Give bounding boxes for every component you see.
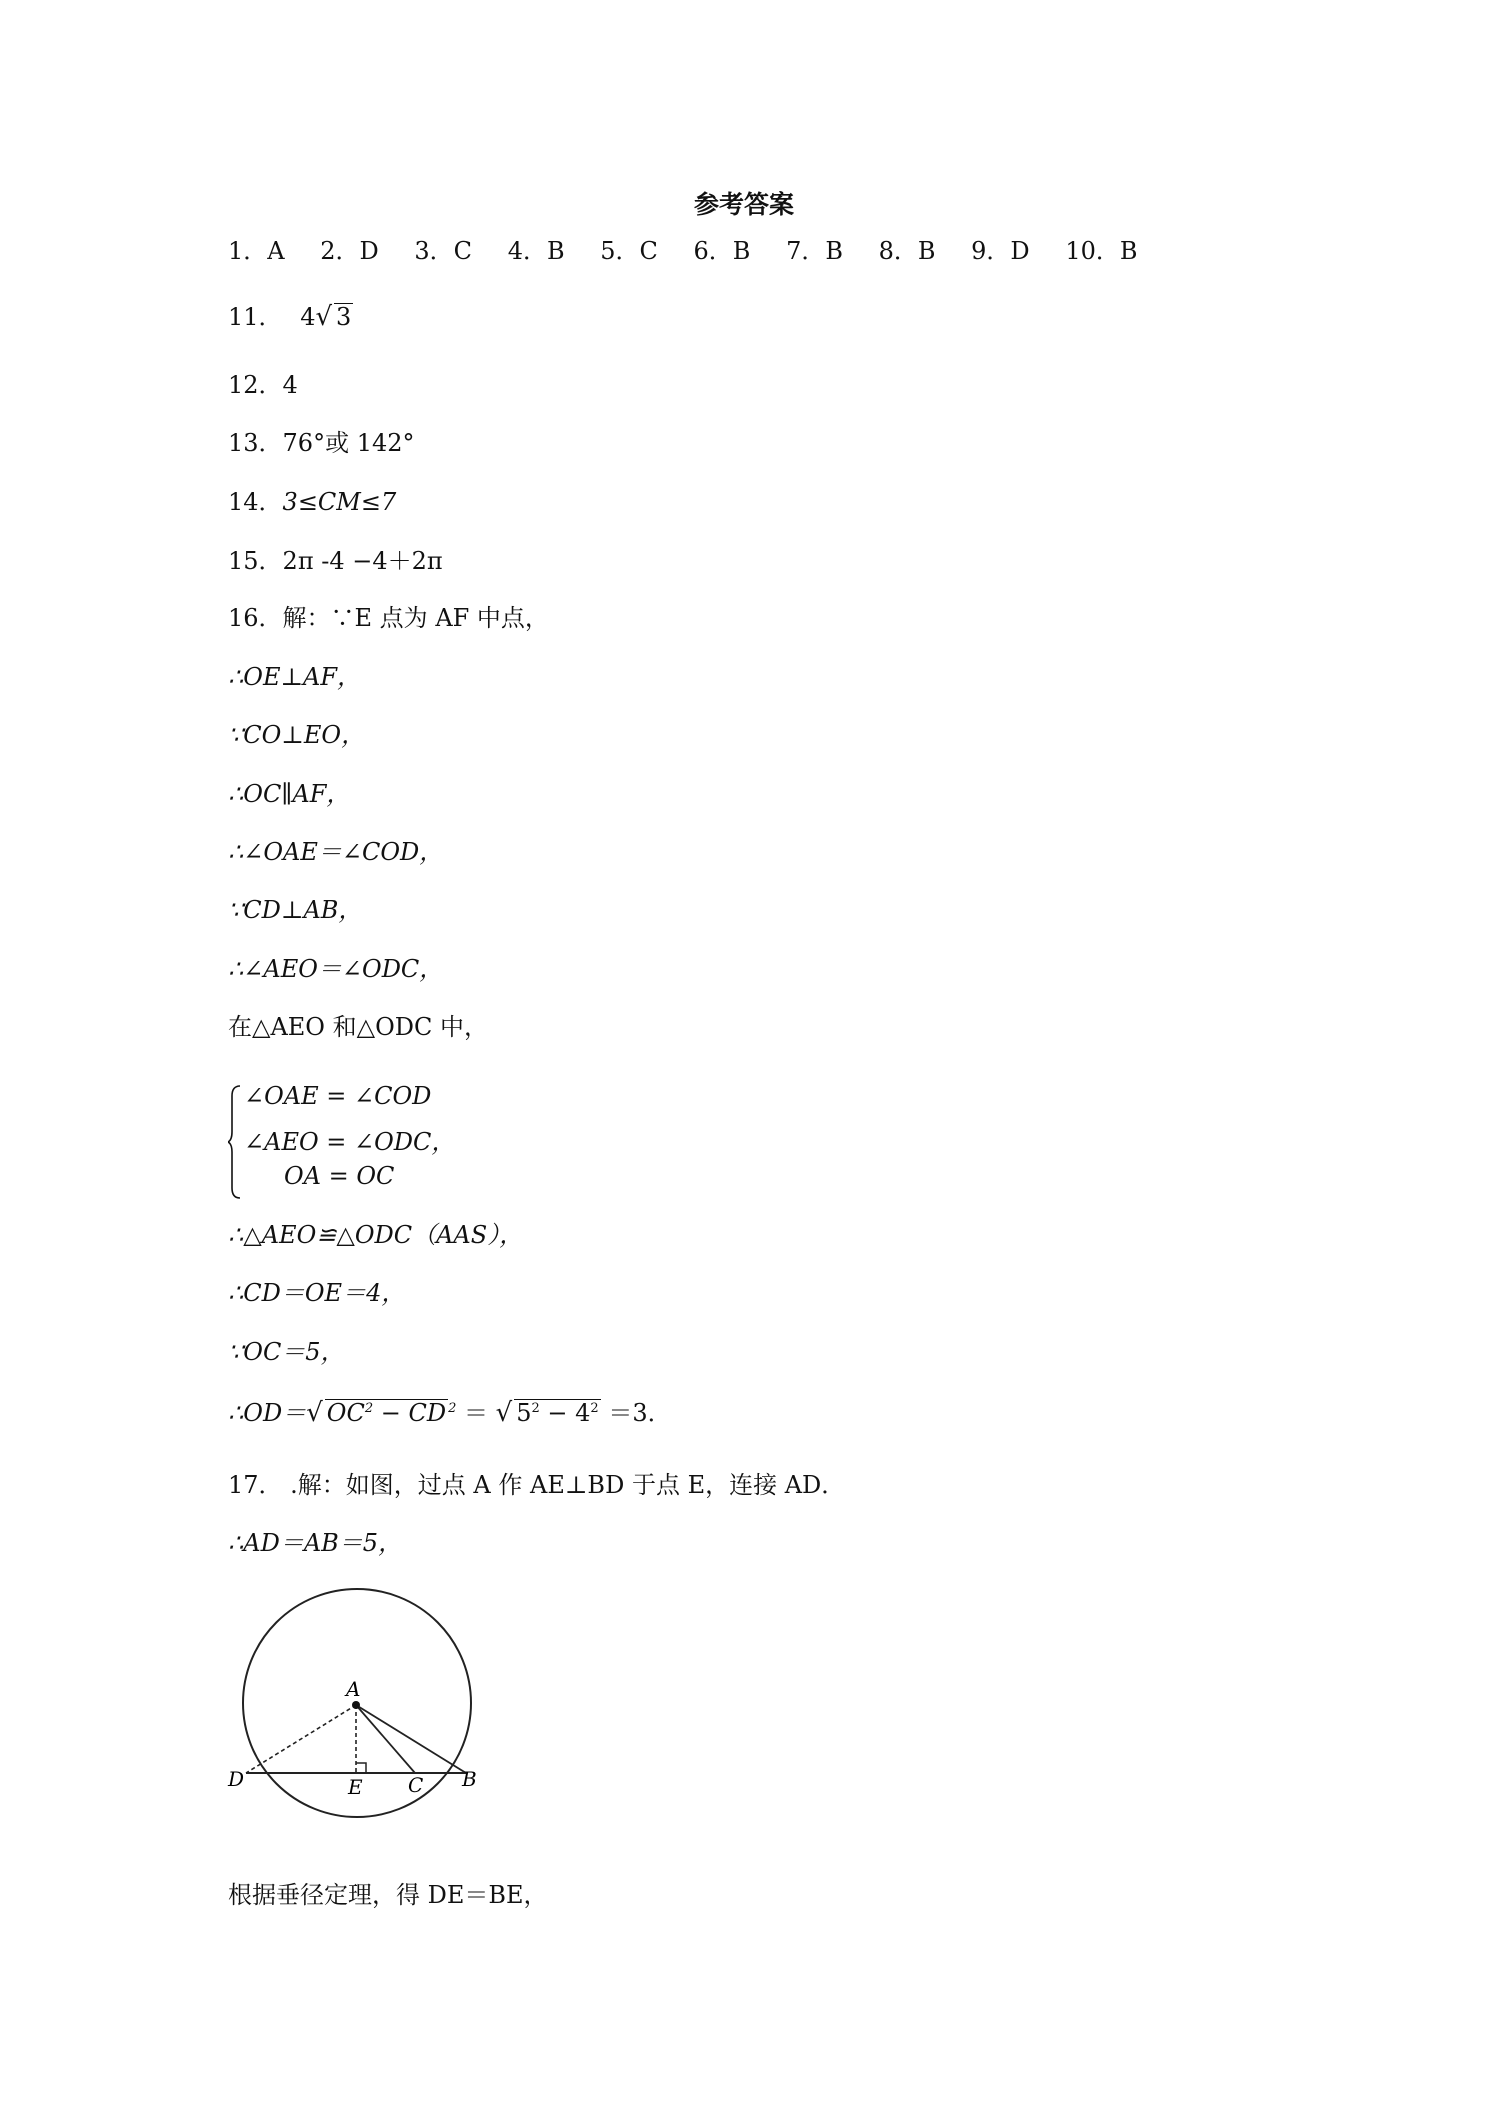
label-d: D: [228, 1767, 245, 1791]
answer-9: 9．D: [971, 237, 1030, 265]
label-b: B: [462, 1767, 477, 1791]
q16-line-10: ∵OC＝5，: [228, 1338, 345, 1366]
q16-line-8: ∴△AEO≌△ODC（AAS），: [228, 1221, 524, 1249]
q16-line-4: ∴∠OAE＝∠COD，: [228, 838, 444, 866]
answer-7: 7．B: [786, 237, 843, 265]
segment-ad-dashed: [246, 1705, 356, 1773]
point-a: [352, 1701, 360, 1709]
q16-line-2: ∵CO⊥EO，: [228, 721, 366, 749]
q16-line-6: ∴∠AEO＝∠ODC，: [228, 955, 444, 983]
answer-4: 4．B: [507, 237, 565, 265]
q16-intro: 16．解：∵E 点为 AF 中点，: [228, 604, 549, 632]
q16-line-5: ∵CD⊥AB，: [228, 896, 363, 924]
q16-line-1: ∴OE⊥AF，: [228, 663, 362, 691]
answer-1: 1．A: [228, 237, 285, 265]
q17-intro: 17． .解：如图，过点 A 作 AE⊥BD 于点 E，连接 AD．: [228, 1471, 846, 1499]
label-a: A: [346, 1677, 361, 1701]
system-line-2: ∠AEO = ∠ODC，: [244, 1128, 456, 1156]
equation-system: [228, 1082, 528, 1202]
answer-6: 6．B: [693, 237, 751, 265]
answer-13: 13．76°或 142°: [228, 429, 415, 457]
page-title: 参考答案: [693, 190, 794, 219]
system-line-1: ∠OAE = ∠COD: [244, 1082, 432, 1110]
label-c: C: [408, 1773, 424, 1797]
q16-line-11: ∴OD＝√ $OC^2$ − CD $^2$ ＝ √ $5^2 - 4^2 =3$．: [228, 1398, 672, 1428]
answer-8: 8．B: [878, 237, 936, 265]
q16-line-7: 在△AEO 和△ODC 中，: [228, 1013, 488, 1041]
answer-15: 15．2π -4 −4＋2π: [228, 547, 443, 575]
answer-11: 11． 4√ 3: [228, 302, 352, 332]
q17-line-1: ∴AD＝AB＝5，: [228, 1529, 403, 1557]
choice-answers-row: [228, 236, 1166, 266]
q17-line-2: 根据垂径定理，得 DE＝BE，: [228, 1881, 548, 1909]
system-line-3: OA = OC: [284, 1162, 395, 1190]
q16-line-9: ∴CD＝OE＝4，: [228, 1279, 406, 1307]
q16-line-3: ∴OC∥AF，: [228, 780, 351, 808]
segment-ab: [356, 1705, 466, 1773]
brace-icon: [228, 1082, 244, 1202]
right-angle-mark: [356, 1763, 366, 1773]
label-e: E: [348, 1775, 363, 1799]
answer-14: 14．3≤CM≤7: [228, 488, 397, 516]
answer-12: 12．4: [228, 371, 298, 399]
answer-3: 3．C: [414, 237, 473, 265]
circle-geometry-figure: [222, 1588, 492, 1828]
answer-10: 10．B: [1065, 237, 1138, 265]
answer-5: 5．C: [600, 237, 658, 265]
answer-2: 2．D: [320, 237, 379, 265]
